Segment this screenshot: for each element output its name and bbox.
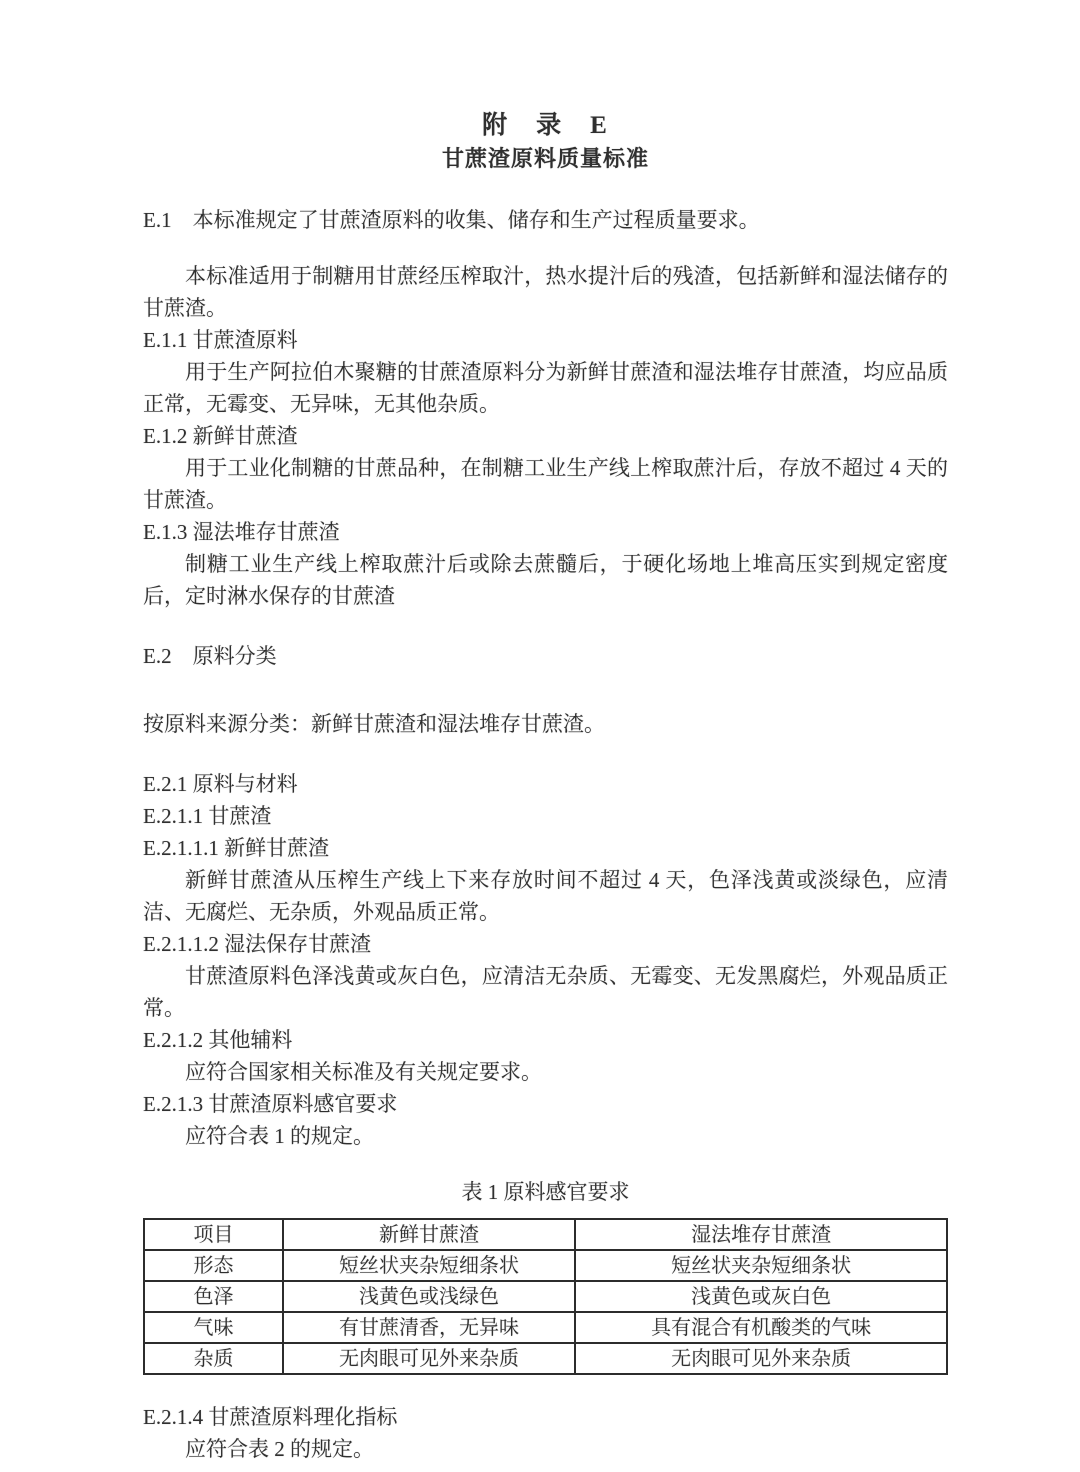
- table-cell: 无肉眼可见外来杂质: [575, 1343, 947, 1374]
- table-cell: 气味: [144, 1312, 283, 1343]
- paragraph-e1-3: 制糖工业生产线上榨取蔗汁后或除去蔗髓后，于硬化场地上堆高压实到规定密度后，定时淋水保存的甘蔗渣: [143, 552, 948, 608]
- paragraph-e2-1-1-2: 甘蔗渣原料色泽浅黄或灰白色，应清洁无杂质、无霉变、无发黑腐烂，外观品质正常。: [143, 964, 948, 1020]
- heading-e1-2: E.1.2 新鲜甘蔗渣: [143, 424, 298, 448]
- paragraph-classification: 按原料来源分类：新鲜甘蔗渣和湿法堆存甘蔗渣。: [143, 712, 605, 736]
- paragraph-e2-1-2: 应符合国家相关标准及有关规定要求。: [185, 1060, 542, 1084]
- clause-e2: [143, 640, 948, 672]
- paragraph-e1-2: 用于工业化制糖的甘蔗品种，在制糖工业生产线上榨取蔗汁后，存放不超过 4 天的甘蔗渣。: [143, 456, 948, 512]
- table-cell: 短丝状夹杂短细条状: [575, 1250, 947, 1281]
- table-cell: 短丝状夹杂短细条状: [283, 1250, 575, 1281]
- table-cell: 具有混合有机酸类的气味: [575, 1312, 947, 1343]
- paragraph-e2-1-4: 应符合表 2 的规定。: [185, 1437, 374, 1461]
- clause-e1-number: E.1: [143, 208, 172, 232]
- table-cell: 无肉眼可见外来杂质: [283, 1343, 575, 1374]
- paragraph-e1-1: 用于生产阿拉伯木聚糖的甘蔗渣原料分为新鲜甘蔗渣和湿法堆存甘蔗渣，均应品质正常，无霉变、无异味，无其他杂质。: [143, 360, 948, 416]
- table-header-wet: 湿法堆存甘蔗渣: [575, 1219, 947, 1250]
- clause-e1: [143, 204, 948, 236]
- heading-e2-1-4: E.2.1.4 甘蔗渣原料理化指标: [143, 1405, 398, 1429]
- document-page: [0, 108, 1080, 1472]
- heading-e2-1-2: E.2.1.2 其他辅料: [143, 1028, 293, 1052]
- table-row: [144, 1312, 947, 1343]
- paragraph-scope: 本标准适用于制糖用甘蔗经压榨取汁，热水提汁后的残渣，包括新鲜和湿法储存的甘蔗渣。: [143, 264, 948, 320]
- paragraph-e2-1-1-1: 新鲜甘蔗渣从压榨生产线上下来存放时间不超过 4 天，色泽浅黄或淡绿色，应清洁、无腐烂、无杂质，外观品质正常。: [143, 868, 948, 924]
- table-row: [144, 1281, 947, 1312]
- clause-e2-text: 原料分类: [192, 644, 277, 668]
- appendix-subtitle: 甘蔗渣原料质量标准: [441, 146, 649, 171]
- heading-e2-1-1: E.2.1.1 甘蔗渣: [143, 804, 272, 828]
- table-cell: 色泽: [144, 1281, 283, 1312]
- paragraph-e2-1-3: 应符合表 1 的规定。: [185, 1124, 374, 1148]
- table-cell: 浅黄色或浅绿色: [283, 1281, 575, 1312]
- table-header-fresh: 新鲜甘蔗渣: [283, 1219, 575, 1250]
- heading-e2-1-3: E.2.1.3 甘蔗渣原料感官要求: [143, 1092, 398, 1116]
- clause-e2-number: E.2: [143, 644, 172, 668]
- appendix-title: 附 录 E: [482, 112, 609, 139]
- table-header-row: [144, 1219, 947, 1250]
- table-row: [144, 1250, 947, 1281]
- heading-e1-1: E.1.1 甘蔗渣原料: [143, 328, 298, 352]
- table-cell: 有甘蔗清香，无异味: [283, 1312, 575, 1343]
- table-header-item: 项目: [144, 1219, 283, 1250]
- heading-e2-1-1-1: E.2.1.1.1 新鲜甘蔗渣: [143, 836, 330, 860]
- clause-e1-text: 本标准规定了甘蔗渣原料的收集、储存和生产过程质量要求。: [192, 208, 760, 232]
- heading-e2-1: E.2.1 原料与材料: [143, 772, 298, 796]
- heading-e2-1-1-2: E.2.1.1.2 湿法保存甘蔗渣: [143, 932, 372, 956]
- heading-e1-3: E.1.3 湿法堆存甘蔗渣: [143, 520, 340, 544]
- table1-title: 表 1 原料感官要求: [461, 1180, 630, 1204]
- table-cell: 杂质: [144, 1343, 283, 1374]
- table-row: [144, 1343, 947, 1374]
- sensory-requirements-table: [143, 1218, 948, 1375]
- table-cell: 浅黄色或灰白色: [575, 1281, 947, 1312]
- table-cell: 形态: [144, 1250, 283, 1281]
